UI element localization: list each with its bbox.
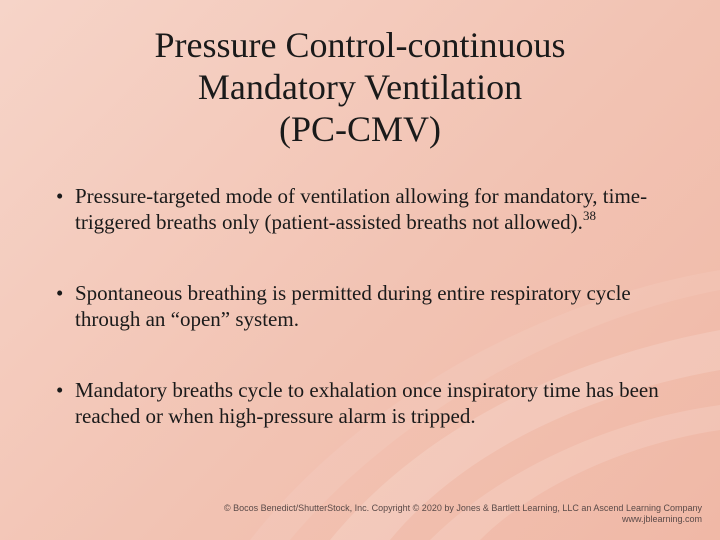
slide-title [60,24,660,150]
copyright-line: © Bocos Benedict/ShutterStock, Inc. Copyright © 2020 by Jones & Bartlett Learning, LLC an Ascend Learning Company [223,503,702,513]
bullet-list [56,183,666,429]
bullet-item [56,183,666,235]
copyright-notice [224,503,702,525]
title-line: (PC-CMV) [278,109,442,149]
bullet-item [56,377,666,429]
title-line: Mandatory Ventilation [197,67,523,107]
bullet-text: Pressure-targeted mode of ventilation allowing for mandatory, time-triggered breaths only (patient-assisted breaths not allowed). [75,184,648,234]
bullet-dot: • [56,184,64,208]
bullet-text: Spontaneous breathing is permitted during entire respiratory cycle through an “open” system. [75,281,631,331]
citation-superscript: 38 [582,208,596,223]
title-line: Pressure Control-continuous [154,25,566,65]
bullet-dot: • [56,378,64,402]
bullet-item [56,280,666,332]
bullet-text: Mandatory breaths cycle to exhalation once inspiratory time has been reached or when high-pressure alarm is tripped. [75,378,659,428]
bullet-dot: • [56,281,64,305]
publisher-website: www.jblearning.com [621,514,702,524]
